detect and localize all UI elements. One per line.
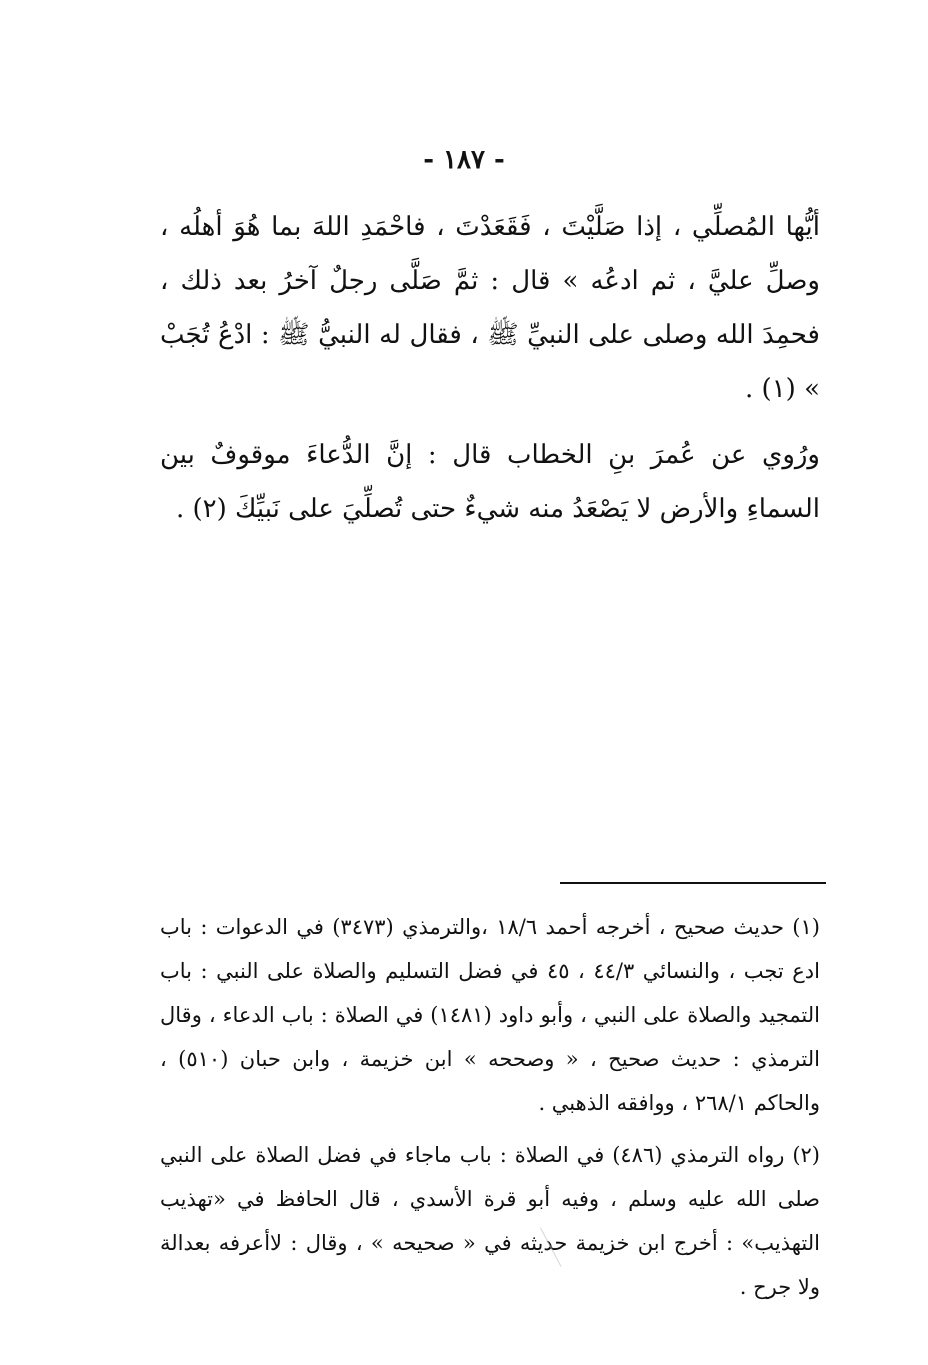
main-text (160, 200, 820, 536)
page-number: - ١٨٧ - (423, 145, 505, 175)
paragraph-1: أيُّها المُصلِّي ، إذا صَلَّيْتَ ، فَقَعَدْتَ ، فاحْمَدِ اللهَ بما هُوَ أهلُه ، وصلِّ عليَّ ، ثم ادعُه » قال : ثمَّ صَلَّى رجلٌ آخرُ بعد ذلك ، فحمِدَ الله وصلى على النبيِّ ﷺ ، فقال له النبيُّ ﷺ : ادْعُ تُجَبْ » (١) . (160, 212, 820, 404)
paragraph-2: ورُوي عن عُمرَ بنِ الخطاب قال : إنَّ الدُّعاءَ موقوفٌ بين السماءِ والأرض لا يَصْعَدُ منه شيءٌ حتى تُصلِّيَ على نَبيِّكَ (٢) . (160, 440, 820, 524)
footnotes (160, 905, 820, 1309)
footnote-1: (١) حديث صحيح ، أخرجه أحمد ١٨/٦ ،والترمذي (٣٤٧٣) في الدعوات : باب ادع تجب ، والنسائي ٤٤/٣ ، ٤٥ في فضل التسليم والصلاة على النبي : باب التمجيد والصلاة على النبي ، وأبو داود (١٤٨١) في الصلاة : باب الدعاء ، وقال الترمذي : حديث صحيح ، « وصححه » ابن خزيمة ، وابن حبان (٥١٠) ، والحاكم ٢٦٨/١ ، ووافقه الذهبي . (160, 915, 821, 1115)
footnote-2: (٢) رواه الترمذي (٤٨٦) في الصلاة : باب ماجاء في فضل الصلاة على النبي صلى الله عليه وسلم ، وفيه أبو قرة الأسدي ، قال الحافظ في «تهذيب التهذيب» : أخرج ابن خزيمة حديثه في « صحيحه » ، وقال : لاأعرفه بعدالة ولا جرح . (160, 1143, 820, 1299)
footnote-separator (560, 882, 826, 884)
